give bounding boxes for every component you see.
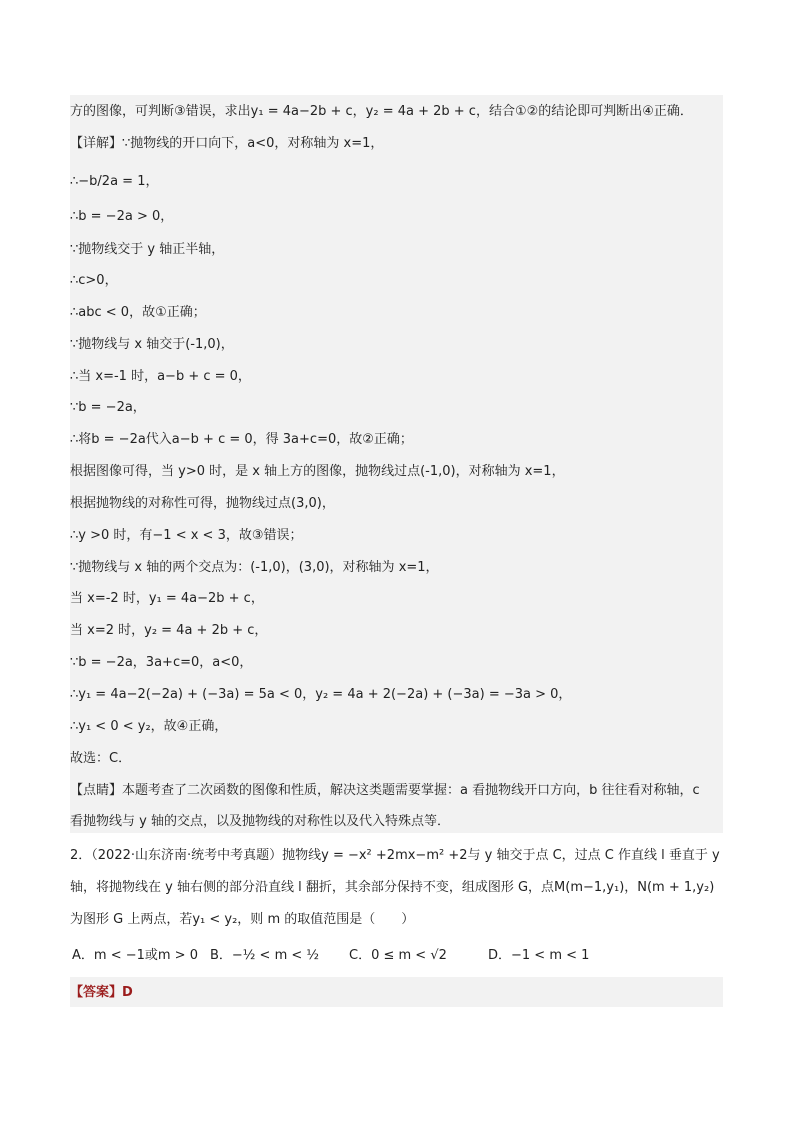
option-b: B．−½ < m < ½ [210, 948, 319, 963]
solution-line: 【详解】∵抛物线的开口向下，a<0，对称轴为 x=1， [70, 136, 384, 151]
solution-line: ∴−b/2a = 1， [70, 174, 159, 189]
question-line: 轴，将抛物线在 y 轴右侧的部分沿直线 l 翻折，其余部分保持不变，组成图形 G，点M(m−1,y₁)，N(m + 1,y₂) [70, 880, 715, 895]
solution-line: ∴b = −2a > 0， [70, 209, 174, 224]
solution-line: 根据图像可得，当 y>0 时，是 x 轴上方的图像，抛物线过点(-1,0)，对称轴为 x=1， [70, 464, 565, 479]
solution-line: ∵抛物线交于 y 轴正半轴， [70, 242, 225, 257]
solution-line: ∴y₁ = 4a−2(−2a) + (−3a) = 5a < 0，y₂ = 4a + 2(−2a) + (−3a) = −3a > 0， [70, 687, 572, 702]
solution-line: 根据抛物线的对称性可得，抛物线过点(3,0)， [70, 496, 335, 511]
solution-line: ∵b = −2a， [70, 400, 146, 415]
solution-line: 当 x=-2 时，y₁ = 4a−2b + c， [70, 591, 264, 606]
solution-line: ∵b = −2a，3a+c=0，a<0， [70, 655, 253, 670]
option-a: A．m < −1或m > 0 [72, 948, 198, 963]
solution-line: 方的图像，可判断③错误，求出y₁ = 4a−2b + c，y₂ = 4a + 2b + c，结合①②的结论即可判断出④正确． [70, 104, 693, 119]
option-d: D．−1 < m < 1 [488, 948, 590, 963]
answer-box [70, 977, 723, 1007]
solution-line: 看抛物线与 y 轴的交点，以及抛物线的对称性以及代入特殊点等． [70, 814, 450, 829]
question-line: 为图形 G 上两点，若y₁ < y₂，则 m 的取值范围是（ ） [70, 912, 415, 927]
answer-text: 【答案】D [70, 985, 133, 1000]
solution-line: 当 x=2 时，y₂ = 4a + 2b + c， [70, 623, 268, 638]
solution-line: 故选：C． [70, 751, 132, 766]
solution-line: ∴y₁ < 0 < y₂，故④正确， [70, 719, 228, 734]
option-c: C．0 ≤ m < √2 [349, 948, 447, 963]
solution-line: ∴将b = −2a代入a−b + c = 0，得 3a+c=0，故②正确； [70, 432, 413, 447]
solution-line: ∴y >0 时，有−1 < x < 3，故③错误； [70, 528, 303, 543]
solution-line: ∴abc < 0，故①正确； [70, 305, 206, 320]
question-line: 2．（2022·山东济南·统考中考真题）抛物线y = −x² +2mx−m² +2与 y 轴交于点 C，过点 C 作直线 l 垂直于 y [70, 848, 720, 863]
solution-line: ∴c>0， [70, 273, 118, 288]
solution-line: 【点睛】本题考查了二次函数的图像和性质，解决这类题需要掌握：a 看抛物线开口方向，b 往往看对称轴，c [70, 783, 700, 798]
solution-line: ∴当 x=-1 时，a−b + c = 0， [70, 369, 251, 384]
solution-line: ∵抛物线与 x 轴交于(-1,0)， [70, 337, 234, 352]
solution-line: ∵抛物线与 x 轴的两个交点为：(-1,0)，(3,0)，对称轴为 x=1， [70, 560, 439, 575]
